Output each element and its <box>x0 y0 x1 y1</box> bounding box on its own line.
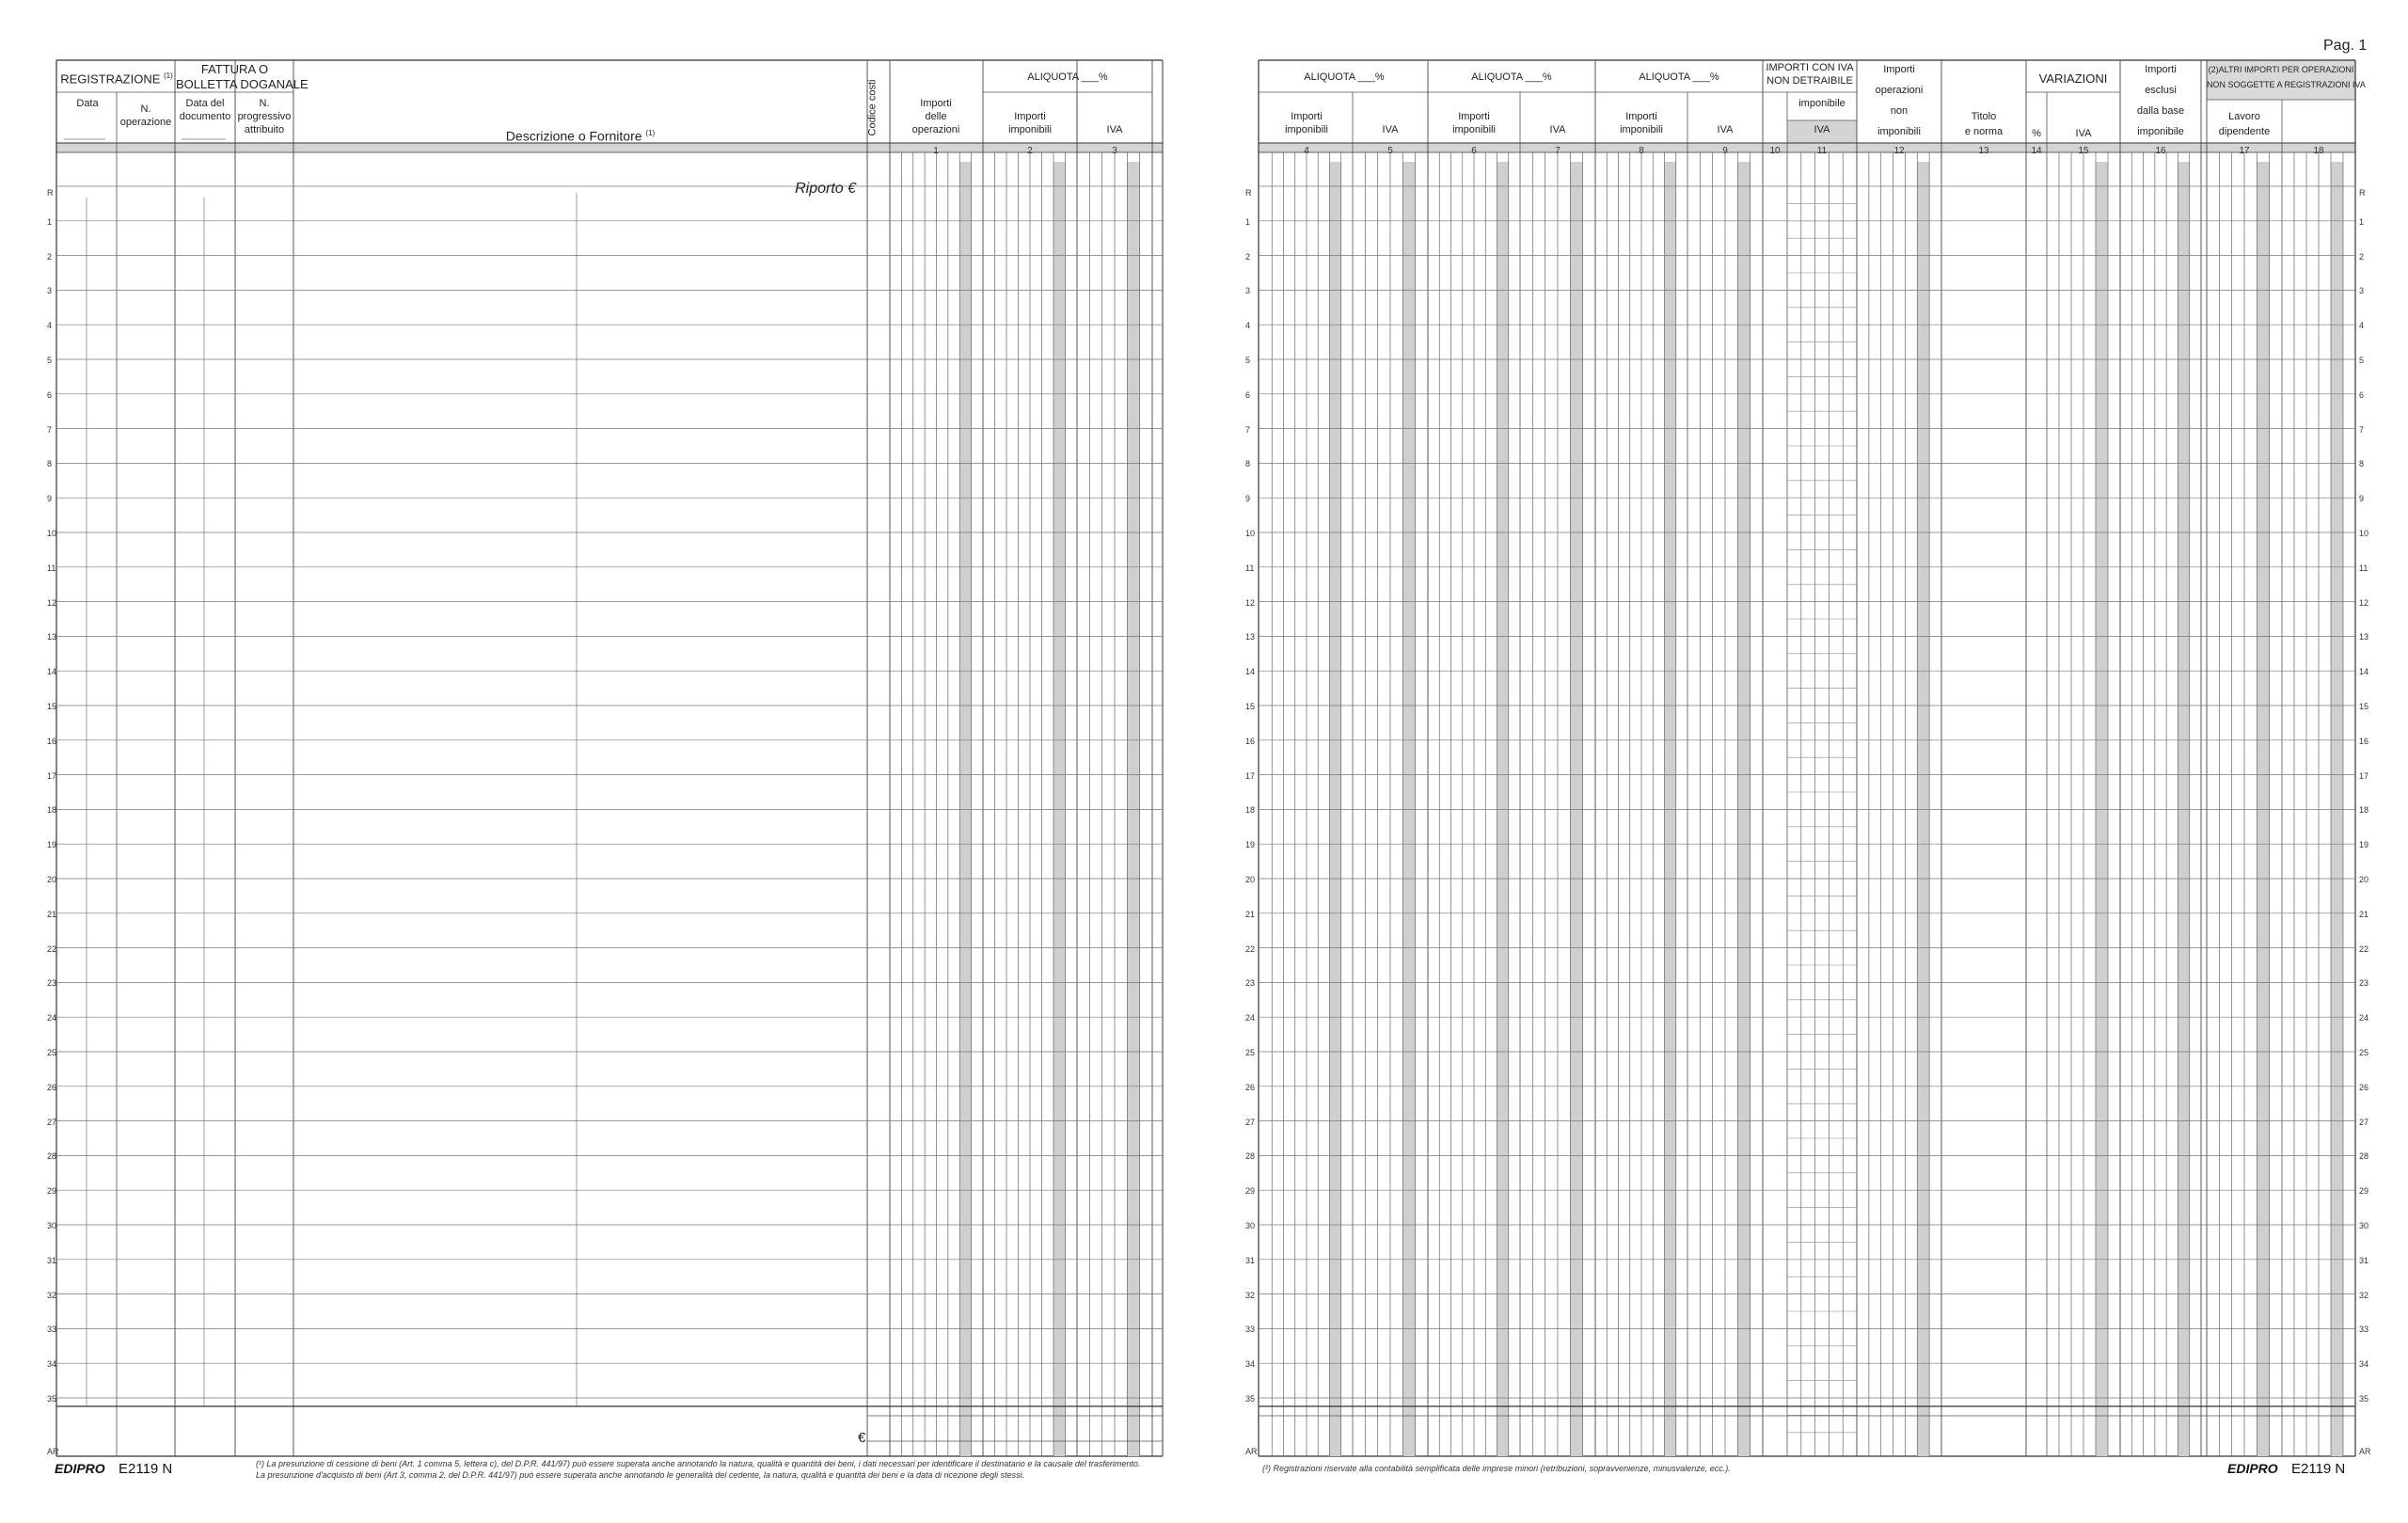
row-label-right: 4 <box>2359 321 2365 331</box>
row-label-left: 27 <box>47 1117 57 1127</box>
brand-logo-left: EDIPRO <box>55 1461 105 1476</box>
non-detraibile-label-2: NON DETRAIBILE <box>1766 75 1853 87</box>
row-label-left: 20 <box>47 875 57 884</box>
row-label-left: 19 <box>47 840 57 850</box>
row-label-mid: 22 <box>1245 944 1256 954</box>
row-label-right: 15 <box>2359 702 2369 711</box>
column-number: 9 <box>1722 146 1728 156</box>
row-label-right: 17 <box>2359 770 2369 781</box>
row-label-right: 21 <box>2359 909 2369 919</box>
row-label-left: 30 <box>47 1221 57 1230</box>
column-number: 14 <box>2031 146 2042 156</box>
esclusi-label-2: esclusi <box>2145 85 2177 96</box>
column-number: 15 <box>2078 146 2089 156</box>
row-label-mid: 32 <box>1245 1290 1256 1300</box>
row-label-mid: R <box>1245 188 1252 198</box>
row-label-right: 20 <box>2359 875 2369 884</box>
row-label-mid: 10 <box>1245 529 1256 538</box>
row-label-mid: 34 <box>1245 1359 1256 1370</box>
row-label-left: 24 <box>47 1013 57 1023</box>
aliquota-label-2: ALIQUOTA ___% <box>1471 71 1552 83</box>
n-progressivo-label-2: progressivo <box>237 111 292 122</box>
row-label-left: 5 <box>47 356 53 365</box>
row-label-mid: 19 <box>1245 840 1256 850</box>
row-label-left: 21 <box>47 909 57 919</box>
row-label-left: R <box>47 188 54 198</box>
row-label-left: 1 <box>47 216 53 227</box>
row-label-left: 32 <box>47 1290 57 1300</box>
row-label-left: 9 <box>47 494 53 504</box>
column-number: 2 <box>1027 146 1033 156</box>
esclusi-label-3: dalla base <box>2136 105 2185 117</box>
row-label-mid: 11 <box>1245 563 1255 573</box>
row-label-mid: 5 <box>1245 356 1251 365</box>
row-label-left: AR <box>47 1447 59 1456</box>
row-label-right: AR <box>2359 1447 2371 1456</box>
row-label-right: 2 <box>2359 251 2365 262</box>
row-label-right: 33 <box>2359 1325 2369 1335</box>
codice-costi-label: Codice costi <box>866 79 879 136</box>
row-label-mid: 9 <box>1245 494 1251 504</box>
bolletta-label: BOLLETTA DOGANALE <box>176 77 309 91</box>
column-number: 3 <box>1112 146 1117 156</box>
row-label-left: 12 <box>47 597 57 608</box>
row-label-left: 6 <box>47 389 53 400</box>
descrizione-header <box>293 126 867 144</box>
titolo-label-2: e norma <box>1964 126 2004 137</box>
row-label-right: 8 <box>2359 459 2365 469</box>
row-label-mid: 31 <box>1245 1255 1256 1265</box>
row-label-left: 18 <box>47 805 57 816</box>
row-label-right: 6 <box>2359 389 2365 400</box>
row-label-left: 16 <box>47 736 57 746</box>
row-label-mid: AR <box>1245 1447 1258 1456</box>
row-label-left: 13 <box>47 632 57 643</box>
iva-label-b: IVA <box>1549 124 1566 135</box>
imponibili-label-b: imponibili <box>1452 124 1496 135</box>
row-label-right: 35 <box>2359 1394 2369 1404</box>
row-label-left: 7 <box>47 424 53 435</box>
lavoro-label-2: dipendente <box>2218 126 2271 137</box>
column-number: 6 <box>1471 146 1477 156</box>
row-label-mid: 18 <box>1245 805 1256 816</box>
row-label-right: 34 <box>2359 1359 2369 1370</box>
row-label-mid: 29 <box>1245 1186 1256 1197</box>
row-label-right: 16 <box>2359 736 2369 746</box>
row-label-right: 12 <box>2359 597 2369 608</box>
titolo-label-1: Titolo <box>1971 111 1997 122</box>
n-operazione-label-2: operazione <box>119 117 172 128</box>
row-label-left: 2 <box>47 251 53 262</box>
row-label-left: 23 <box>47 978 57 989</box>
row-label-mid: 35 <box>1245 1394 1256 1404</box>
non-imponibili-label-2: operazioni <box>1875 85 1924 96</box>
row-label-mid: 30 <box>1245 1221 1256 1230</box>
row-label-right: 1 <box>2359 216 2365 227</box>
row-label-left: 35 <box>47 1394 57 1404</box>
row-label-right: R <box>2359 188 2366 198</box>
footnote-left-2: La presunzione d'acquisto di beni (Art 3, comma 2, del D.P.R. 441/97) può essere superata anche annotando le generalità del cedente, la natura, qualità e quantità dei beni e la data di ricezione degli stessi. <box>256 1470 1025 1480</box>
row-label-mid: 23 <box>1245 978 1256 989</box>
imponibile-label: imponibile <box>1798 98 1846 109</box>
row-label-right: 18 <box>2359 805 2369 816</box>
row-label-right: 9 <box>2359 494 2365 504</box>
fattura-label: FATTURA O <box>200 62 269 76</box>
column-number: 12 <box>1893 146 1905 156</box>
row-label-mid: 27 <box>1245 1117 1256 1127</box>
row-label-right: 7 <box>2359 424 2365 435</box>
n-progressivo-label-3: attribuito <box>244 124 285 135</box>
row-label-left: 4 <box>47 321 53 331</box>
non-imponibili-label-3: non <box>1890 105 1909 117</box>
column-number: 13 <box>1978 146 1989 156</box>
row-label-right: 14 <box>2359 667 2369 677</box>
iva-nd-label: IVA <box>1814 124 1830 135</box>
row-label-right: 29 <box>2359 1186 2369 1197</box>
row-label-left: 25 <box>47 1048 57 1057</box>
column-number: 18 <box>2313 146 2324 156</box>
page-number: Pag. 1 <box>2323 38 2368 54</box>
euro-total-label: € <box>858 1430 866 1446</box>
column-number: 8 <box>1639 146 1644 156</box>
row-label-right: 28 <box>2359 1151 2369 1162</box>
descrizione-label: Descrizione o Fornitore <box>505 128 642 144</box>
row-label-left: 3 <box>47 286 53 296</box>
importi-label-c: Importi <box>1625 111 1657 122</box>
aliquota-label: ALIQUOTA ___% <box>1027 71 1108 83</box>
variazioni-label: VARIAZIONI <box>2038 71 2108 86</box>
aliquota-label-3: ALIQUOTA ___% <box>1639 71 1719 83</box>
registrazione-header <box>58 70 175 86</box>
importi-operazioni-label-1: Importi <box>920 98 952 109</box>
esclusi-label-1: Importi <box>2145 64 2177 75</box>
importi-operazioni-label-3: operazioni <box>911 124 960 135</box>
row-label-left: 34 <box>47 1359 57 1370</box>
row-label-mid: 6 <box>1245 389 1251 400</box>
row-label-mid: 8 <box>1245 459 1251 469</box>
lavoro-label-1: Lavoro <box>2228 111 2260 122</box>
footnote-left-1: (¹) La presunzione di cessione di beni (Art. 1 comma 5, lettera c), del D.P.R. 441/97) può essere superata anche annotando la natura, qualità e quantità dei beni, i dati necessari per identificare il destinatario e la causale del trasferimento. <box>256 1459 1141 1468</box>
brand-logo-right: EDIPRO <box>2227 1461 2278 1476</box>
importi-label-b: Importi <box>1458 111 1490 122</box>
row-label-right: 3 <box>2359 286 2365 296</box>
row-label-right: 31 <box>2359 1255 2369 1265</box>
row-label-left: 17 <box>47 770 57 781</box>
row-label-left: 10 <box>47 529 57 538</box>
aliquota-label-1: ALIQUOTA ___% <box>1304 71 1385 83</box>
row-label-right: 24 <box>2359 1013 2369 1023</box>
imponibili-label-a: imponibili <box>1285 124 1328 135</box>
row-label-mid: 26 <box>1245 1082 1256 1092</box>
row-label-right: 23 <box>2359 978 2369 989</box>
row-label-right: 25 <box>2359 1048 2369 1057</box>
row-label-left: 22 <box>47 944 57 954</box>
non-detraibile-label-1: IMPORTI CON IVA <box>1766 62 1854 73</box>
iva-label: IVA <box>1106 124 1123 135</box>
descrizione-note: (1) <box>645 129 656 137</box>
importi-imponibili-label-1: Importi <box>1014 111 1046 122</box>
data-documento-label-2: documento <box>179 111 231 122</box>
row-label-mid: 21 <box>1245 909 1256 919</box>
column-number: 1 <box>933 146 939 156</box>
row-label-right: 5 <box>2359 356 2365 365</box>
row-label-right: 26 <box>2359 1082 2369 1092</box>
riporto-label: Riporto € <box>795 181 856 197</box>
row-label-mid: 20 <box>1245 875 1256 884</box>
row-label-left: 26 <box>47 1082 57 1092</box>
form-code-left: E2119 N <box>119 1461 173 1477</box>
data-label: Data <box>76 98 99 109</box>
importi-label-a: Importi <box>1291 111 1323 122</box>
variazioni-iva-label: IVA <box>2075 128 2092 139</box>
non-imponibili-label-4: imponibili <box>1877 126 1921 137</box>
row-label-mid: 1 <box>1245 216 1251 227</box>
row-label-mid: 7 <box>1245 424 1251 435</box>
iva-label-a: IVA <box>1382 124 1399 135</box>
altri-importi-label-2: NON SOGGETTE A REGISTRAZIONI IVA <box>2207 80 2366 89</box>
row-label-mid: 33 <box>1245 1325 1256 1335</box>
row-label-right: 32 <box>2359 1290 2369 1300</box>
row-label-mid: 2 <box>1245 251 1251 262</box>
row-label-left: 33 <box>47 1325 57 1335</box>
altri-importi-label-1: (2)ALTRI IMPORTI PER OPERAZIONI <box>2208 65 2354 74</box>
row-label-mid: 25 <box>1245 1048 1256 1057</box>
registrazione-label: REGISTRAZIONE <box>60 71 161 87</box>
column-number: 10 <box>1769 146 1781 156</box>
form-code-right: E2119 N <box>2291 1461 2346 1477</box>
row-label-mid: 3 <box>1245 286 1251 296</box>
esclusi-label-4: imponibile <box>2137 126 2184 137</box>
column-number: 5 <box>1387 146 1393 156</box>
row-label-right: 10 <box>2359 529 2369 538</box>
row-label-right: 27 <box>2359 1117 2369 1127</box>
row-label-mid: 15 <box>1245 702 1256 711</box>
row-label-mid: 17 <box>1245 770 1256 781</box>
row-label-left: 11 <box>47 563 56 573</box>
registrazione-note: (1) <box>164 71 173 80</box>
row-label-mid: 24 <box>1245 1013 1256 1023</box>
importi-operazioni-label-2: delle <box>925 111 947 122</box>
column-number: 17 <box>2239 146 2250 156</box>
variazioni-percent-label: % <box>2032 128 2041 139</box>
column-number: 7 <box>1555 146 1560 156</box>
row-label-mid: 13 <box>1245 632 1256 643</box>
row-label-right: 11 <box>2359 563 2368 573</box>
row-label-right: 19 <box>2359 840 2369 850</box>
row-label-mid: 14 <box>1245 667 1256 677</box>
column-number: 4 <box>1304 146 1309 156</box>
n-progressivo-label-1: N. <box>259 98 270 109</box>
row-label-mid: 28 <box>1245 1151 1256 1162</box>
column-number: 11 <box>1816 146 1828 156</box>
row-label-left: 28 <box>47 1151 57 1162</box>
row-label-mid: 16 <box>1245 736 1256 746</box>
imponibili-label-c: imponibili <box>1620 124 1663 135</box>
n-operazione-label-1: N. <box>140 103 151 115</box>
row-label-right: 30 <box>2359 1221 2369 1230</box>
row-label-left: 31 <box>47 1255 57 1265</box>
row-label-mid: 4 <box>1245 321 1251 331</box>
non-imponibili-label-1: Importi <box>1883 64 1915 75</box>
left-page-grid <box>56 60 1163 1456</box>
row-label-mid: 12 <box>1245 597 1256 608</box>
row-label-left: 15 <box>47 702 57 711</box>
row-label-left: 8 <box>47 459 53 469</box>
iva-label-c: IVA <box>1717 124 1734 135</box>
column-number: 16 <box>2155 146 2166 156</box>
importi-imponibili-label-2: imponibili <box>1008 124 1052 135</box>
data-documento-label-1: Data del <box>185 98 225 109</box>
footnote-right: (²) Registrazioni riservate alla contabilità semplificata delle imprese minori (retribuzioni, sopravvenienze, minusvalenze, ecc.). <box>1262 1464 1731 1473</box>
row-label-right: 22 <box>2359 944 2369 954</box>
row-label-left: 29 <box>47 1186 57 1197</box>
row-label-left: 14 <box>47 667 57 677</box>
row-label-right: 13 <box>2359 632 2369 643</box>
